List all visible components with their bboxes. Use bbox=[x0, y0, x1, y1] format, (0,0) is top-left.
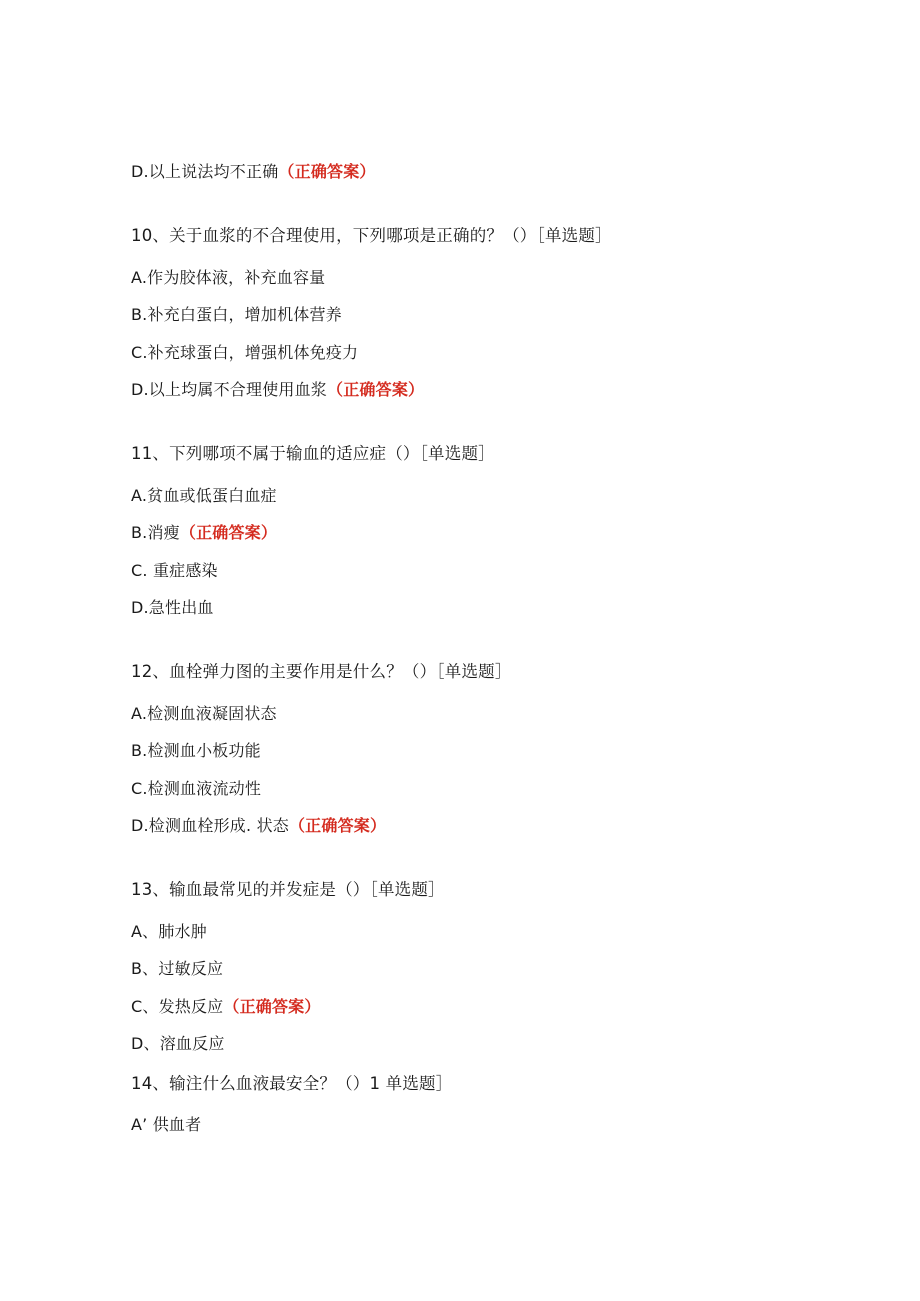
option-line bbox=[131, 1115, 201, 1135]
question-line bbox=[131, 226, 612, 246]
correct-answer-mark: （正确答案） bbox=[223, 997, 321, 1016]
line-text: C. 重症感染 bbox=[131, 561, 218, 580]
line-text: A’ 供血者 bbox=[131, 1115, 202, 1134]
option-line bbox=[131, 486, 277, 506]
line-text: A.贫血或低蛋白血症 bbox=[131, 486, 277, 505]
correct-answer-mark: （正确答案） bbox=[288, 816, 387, 835]
correct-answer-mark: （正确答案） bbox=[278, 162, 376, 181]
question-line bbox=[131, 444, 495, 464]
option-line bbox=[131, 523, 277, 543]
line-text: 12、血栓弹力图的主要作用是什么？（）［单选题］ bbox=[131, 662, 512, 681]
line-text: 13、输血最常见的并发症是（）［单选题］ bbox=[131, 880, 445, 899]
line-text: C.检测血液流动性 bbox=[131, 779, 262, 798]
option-line bbox=[131, 1034, 225, 1054]
line-text: B.消瘦 bbox=[131, 523, 180, 542]
option-line bbox=[131, 380, 424, 400]
option-line bbox=[131, 816, 386, 836]
option-line bbox=[131, 268, 325, 288]
correct-answer-mark: （正确答案） bbox=[179, 523, 278, 542]
option-line bbox=[131, 561, 218, 581]
line-text: D.以上均属不合理使用血浆 bbox=[131, 380, 328, 399]
line-text: C.补充球蛋白，增强机体免疫力 bbox=[131, 343, 359, 362]
option-line bbox=[131, 959, 223, 979]
line-text: 14、输注什么血液最安全？（）1 单选题］ bbox=[131, 1074, 453, 1093]
option-line bbox=[131, 922, 207, 942]
option-line bbox=[131, 598, 214, 618]
option-line bbox=[131, 704, 277, 724]
line-text: A、肺水肿 bbox=[131, 922, 207, 941]
question-line bbox=[131, 880, 445, 900]
option-line bbox=[131, 997, 321, 1017]
option-line bbox=[131, 305, 342, 325]
correct-answer-mark: （正确答案） bbox=[327, 380, 425, 399]
line-text: B、过敏反应 bbox=[131, 959, 224, 978]
line-text: D.急性出血 bbox=[131, 598, 214, 617]
line-text: A.作为胶体液，补充血容量 bbox=[131, 268, 326, 287]
line-text: D、溶血反应 bbox=[131, 1034, 225, 1053]
line-text: C、发热反应 bbox=[131, 997, 224, 1016]
option-line bbox=[131, 343, 358, 363]
question-line bbox=[131, 662, 512, 682]
line-text: B.补充白蛋白，增加机体营养 bbox=[131, 305, 342, 324]
line-text: A.检测血液凝固状态 bbox=[131, 704, 277, 723]
line-text: D.检测血栓形成. 状态 bbox=[131, 816, 289, 835]
option-line bbox=[131, 162, 376, 182]
line-text: B.检测血小板功能 bbox=[131, 741, 261, 760]
line-text: 11、下列哪项不属于输血的适应症（）［单选题］ bbox=[131, 444, 495, 463]
option-line bbox=[131, 779, 261, 799]
line-text: 10、关于血浆的不合理使用，下列哪项是正确的？（）［单选题］ bbox=[131, 226, 612, 245]
question-line bbox=[131, 1074, 452, 1094]
option-line bbox=[131, 741, 261, 761]
line-text: D.以上说法均不正确 bbox=[131, 162, 279, 181]
